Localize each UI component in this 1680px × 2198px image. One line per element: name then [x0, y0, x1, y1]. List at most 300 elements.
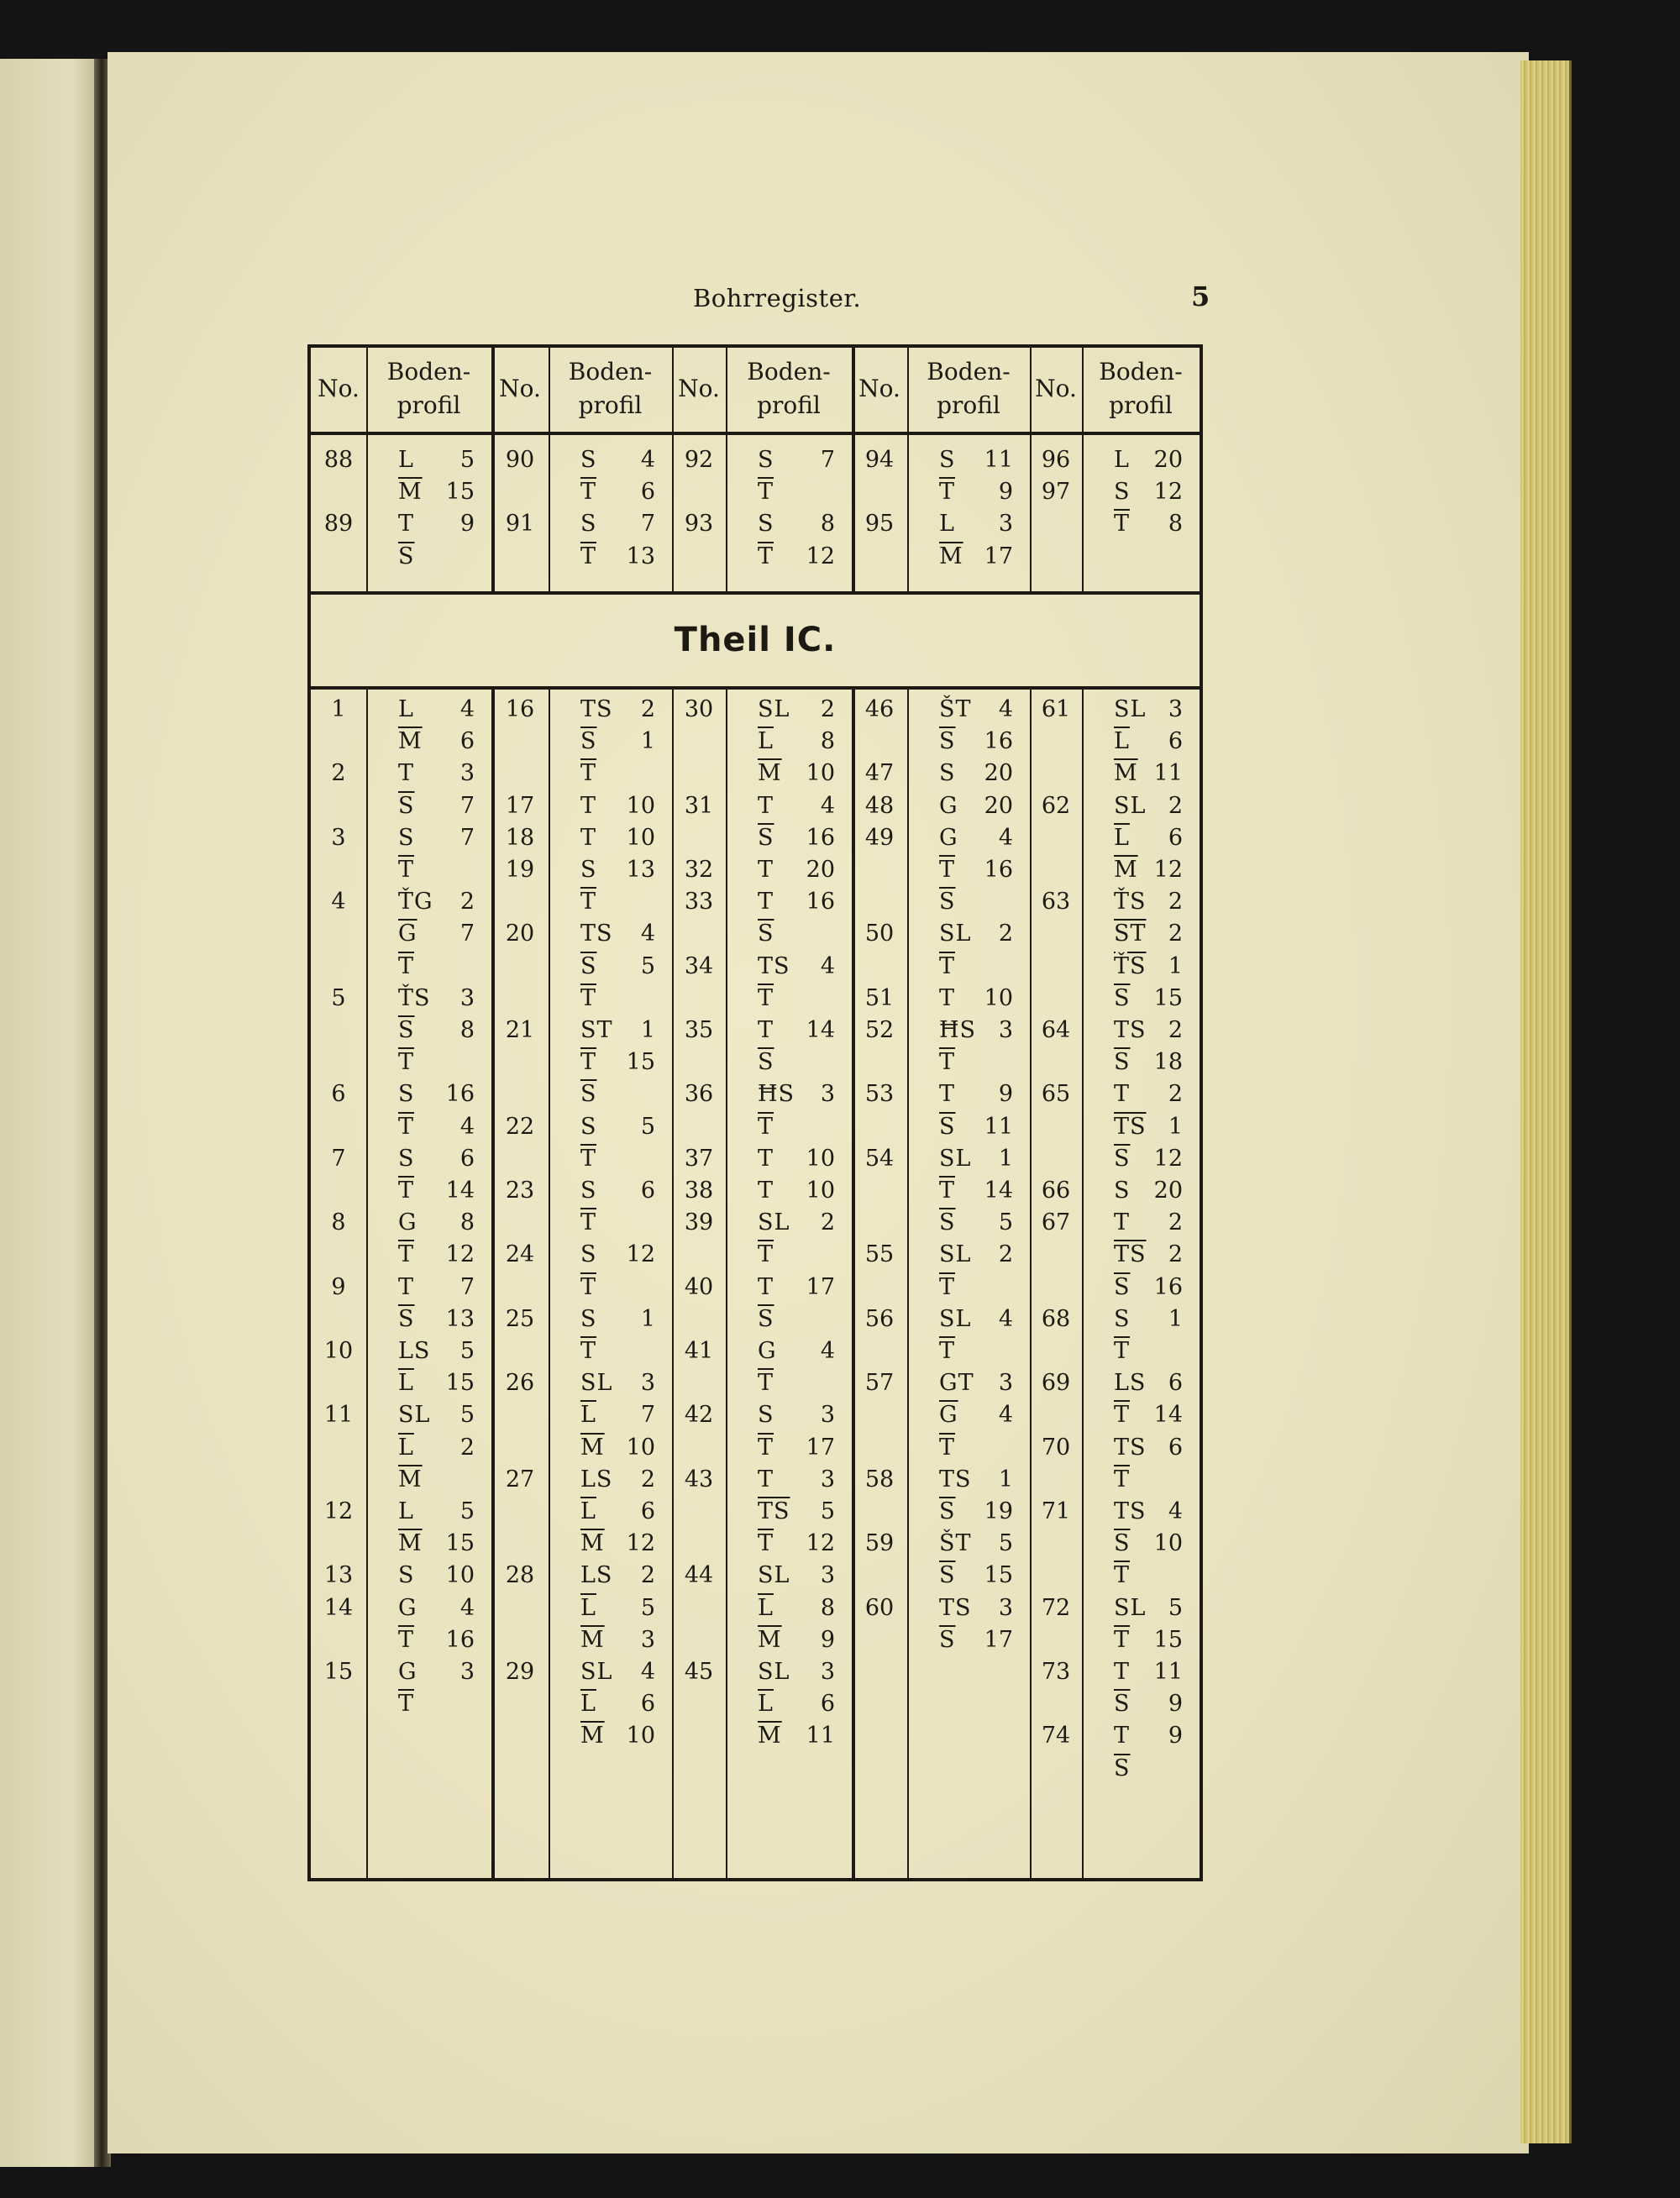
soil-layer-depth: 20 [1153, 447, 1183, 473]
soil-layer-code: $\overline{L}$ [398, 1434, 414, 1461]
soil-layer-code: $\overline{T}$ [580, 1049, 597, 1076]
soil-layer-depth: 3 [998, 511, 1013, 538]
soil-layer-depth: 4 [459, 1594, 475, 1621]
soil-layer-code: $\overline{L}$ [758, 728, 774, 755]
soil-layer-depth: 20 [1153, 1178, 1183, 1204]
soil-layer-depth: 3 [998, 1594, 1013, 1621]
soil-layer-depth: 11 [1153, 760, 1183, 787]
soil-layer-code: $\overline{T}$ [939, 952, 956, 979]
soil-layer-depth: 5 [640, 1113, 655, 1140]
soil-layer-code: S [580, 1113, 597, 1140]
soil-layer-depth: 8 [459, 1017, 475, 1043]
entry-no: 38 [684, 1178, 714, 1204]
soil-layer-depth: 5 [459, 1338, 475, 1364]
entry-no: 92 [684, 447, 714, 473]
entry-no: 46 [864, 696, 895, 722]
soil-layer-depth: 4 [998, 1305, 1013, 1332]
soil-layer-code: S [580, 857, 597, 883]
soil-layer-depth: 3 [1168, 696, 1183, 722]
soil-layer-depth: 6 [1168, 1370, 1183, 1397]
entry-no: 21 [505, 1017, 535, 1043]
entry-no: 88 [323, 447, 354, 473]
soil-layer-code: GT [939, 1370, 974, 1397]
page-number: 5 [1191, 281, 1210, 312]
running-head: Bohrregister. [693, 284, 862, 312]
entry-no: 16 [505, 696, 535, 722]
soil-layer-code: S [758, 447, 774, 473]
soil-layer-code: $\overline{T}$ [1114, 511, 1131, 538]
soil-layer-code: $\overline{T}$ [580, 1338, 597, 1364]
soil-layer-code: S [580, 1178, 597, 1204]
entry-no: 69 [1041, 1370, 1071, 1397]
soil-layer-code: T [758, 1145, 774, 1172]
soil-layer-code: $\overline{T}$ [398, 1241, 415, 1268]
soil-layer-depth: 15 [626, 1049, 655, 1076]
soil-layer-depth: 12 [626, 1241, 655, 1268]
soil-layer-code: $\overline{T}$ [398, 952, 415, 979]
soil-layer-depth: 15 [1153, 984, 1183, 1011]
header-boden: Boden- [1099, 358, 1183, 386]
soil-layer-code: T [758, 1466, 774, 1492]
soil-layer-code: $\overline{L}$ [580, 1594, 596, 1621]
entry-no: 67 [1041, 1209, 1071, 1236]
soil-layer-code: SL [939, 1145, 972, 1172]
soil-layer-code: $\overline{TS}$ [1114, 1241, 1147, 1268]
soil-layer-code: $\overline{S}$ [1114, 1049, 1131, 1076]
soil-layer-code: G [398, 1209, 417, 1236]
soil-layer-code: $\overline{T}$ [758, 1370, 774, 1397]
soil-layer-code: $\overline{L}$ [758, 1594, 774, 1621]
soil-layer-code: LS [580, 1466, 613, 1492]
soil-layer-depth: 10 [1153, 1530, 1183, 1557]
soil-layer-depth: 8 [1168, 511, 1183, 538]
soil-layer-code: $\overline{M}$ [398, 728, 423, 755]
soil-layer-depth: 2 [640, 1562, 655, 1589]
entry-no: 61 [1041, 696, 1071, 722]
column-rule [852, 686, 855, 1878]
soil-layer-depth: 2 [1168, 921, 1183, 947]
soil-layer-code: $\overline{S}$ [758, 921, 774, 947]
soil-layer-depth: 20 [984, 792, 1013, 819]
soil-layer-code: S [939, 447, 956, 473]
soil-layer-depth: 16 [445, 1081, 475, 1108]
soil-layer-depth: 6 [459, 728, 475, 755]
soil-layer-depth: 12 [1153, 857, 1183, 883]
entry-no: 18 [505, 824, 535, 851]
entry-no: 41 [684, 1338, 714, 1364]
soil-layer-depth: 9 [998, 1081, 1013, 1108]
soil-layer-code: $\overline{M}$ [398, 1466, 423, 1492]
soil-layer-code: T [758, 1273, 774, 1300]
soil-layer-depth: 11 [806, 1723, 835, 1749]
soil-layer-code: $\overline{S}$ [398, 1305, 415, 1332]
entry-no: 23 [505, 1178, 535, 1204]
soil-layer-code: $\overline{T}$ [939, 1178, 956, 1204]
soil-layer-depth: 1 [640, 728, 655, 755]
header-no: No. [499, 375, 541, 402]
header-profil: profil [396, 391, 461, 419]
soil-layer-code: $\overline{T}$ [758, 1434, 774, 1461]
soil-layer-depth: 17 [806, 1434, 835, 1461]
soil-layer-depth: 2 [820, 1209, 835, 1236]
entry-no: 91 [505, 511, 535, 538]
soil-layer-depth: 2 [1168, 1081, 1183, 1108]
soil-layer-depth: 12 [626, 1530, 655, 1557]
soil-layer-depth: 15 [1153, 1626, 1183, 1653]
soil-layer-code: $\overline{T}$ [580, 1273, 597, 1300]
soil-layer-code: $\overline{S}$ [939, 1209, 956, 1236]
soil-layer-depth: 14 [984, 1178, 1013, 1204]
entry-no: 20 [505, 921, 535, 947]
entry-no: 50 [864, 921, 895, 947]
soil-layer-depth: 12 [445, 1241, 475, 1268]
soil-layer-depth: 10 [806, 1178, 835, 1204]
header-boden: Boden- [927, 358, 1011, 386]
soil-layer-code: $\overline{T}$ [580, 543, 597, 569]
soil-layer-depth: 4 [998, 824, 1013, 851]
soil-layer-depth: 1 [640, 1305, 655, 1332]
entry-no: 34 [684, 952, 714, 979]
soil-layer-code: G [398, 1594, 417, 1621]
soil-layer-code: $\overline{M}$ [758, 1626, 782, 1653]
entry-no: 37 [684, 1145, 714, 1172]
header-bodenprofil [726, 348, 852, 430]
header-bodenprofil [1082, 348, 1200, 430]
soil-layer-depth: 9 [998, 479, 1013, 506]
soil-layer-code: $\overline{S}$ [398, 1017, 415, 1043]
soil-layer-depth: 2 [1168, 1017, 1183, 1043]
soil-layer-depth: 17 [806, 1273, 835, 1300]
soil-layer-depth: 12 [806, 1530, 835, 1557]
entry-no: 44 [684, 1562, 714, 1589]
soil-layer-code: $\overline{L}$ [580, 1498, 596, 1524]
header-rule [311, 432, 1200, 435]
entry-no: 30 [684, 696, 714, 722]
soil-layer-code: $\overline{T}$ [758, 1530, 774, 1557]
soil-layer-code: T [939, 1081, 956, 1108]
soil-layer-code: $\overline{T}$ [939, 1273, 956, 1300]
entry-no: 32 [684, 857, 714, 883]
soil-layer-code: $\overline{T}$ [939, 857, 956, 883]
entry-no: 58 [864, 1466, 895, 1492]
soil-layer-depth: 10 [626, 1723, 655, 1749]
column-rule [366, 686, 368, 1878]
soil-layer-code: T [758, 1178, 774, 1204]
soil-layer-code: S [1114, 479, 1131, 506]
soil-layer-code: $\overline{T}$ [398, 1113, 415, 1140]
soil-layer-code: S [1114, 1178, 1131, 1204]
soil-layer-code: TS [580, 921, 613, 947]
soil-layer-code: S [398, 824, 415, 851]
soil-layer-code: G [758, 1338, 777, 1364]
soil-layer-code: $\overline{S}$ [758, 1305, 774, 1332]
soil-layer-code: $\overline{S}$ [580, 1081, 597, 1108]
header-boden: Boden- [386, 358, 471, 386]
soil-layer-code: ĦS [939, 1017, 977, 1043]
column-rule [1082, 686, 1084, 1878]
entry-no: 60 [864, 1594, 895, 1621]
soil-layer-code: ŠT [939, 1530, 972, 1557]
soil-layer-code: G [939, 792, 958, 819]
soil-layer-code: S [758, 511, 774, 538]
soil-layer-code: $\overline{M}$ [398, 479, 423, 506]
soil-layer-depth: 5 [459, 1498, 475, 1524]
entry-no: 35 [684, 1017, 714, 1043]
soil-layer-depth: 4 [998, 696, 1013, 722]
soil-layer-depth: 2 [998, 1241, 1013, 1268]
entry-no: 89 [323, 511, 354, 538]
soil-layer-depth: 2 [1168, 889, 1183, 915]
soil-layer-depth: 13 [626, 857, 655, 883]
soil-layer-code: SL [939, 921, 972, 947]
soil-layer-depth: 3 [640, 1626, 655, 1653]
entry-no: 36 [684, 1081, 714, 1108]
entry-no: 43 [684, 1466, 714, 1492]
entry-no: 12 [323, 1498, 354, 1524]
soil-layer-code: TS [758, 952, 790, 979]
entry-no: 51 [864, 984, 895, 1011]
soil-layer-depth: 9 [1168, 1723, 1183, 1749]
entry-no: 22 [505, 1113, 535, 1140]
soil-layer-code: S [1114, 1305, 1131, 1332]
soil-layer-code: SL [758, 1209, 790, 1236]
soil-layer-depth: 4 [640, 447, 655, 473]
entry-no: 62 [1041, 792, 1071, 819]
soil-layer-code: $\overline{S}$ [939, 728, 956, 755]
soil-layer-code: $\overline{S}$ [939, 1562, 956, 1589]
soil-layer-depth: 16 [1153, 1273, 1183, 1300]
soil-layer-code: T [939, 984, 956, 1011]
soil-layer-code: $\overline{S}$ [758, 1049, 774, 1076]
entry-no: 10 [323, 1338, 354, 1364]
soil-layer-code: TS [1114, 1017, 1147, 1043]
column-rule [726, 686, 727, 1878]
soil-layer-code: TS [1114, 1434, 1147, 1461]
soil-layer-code: $\overline{TS}$ [758, 1498, 790, 1524]
soil-layer-depth: 4 [820, 952, 835, 979]
entry-no: 19 [505, 857, 535, 883]
soil-layer-depth: 17 [984, 1626, 1013, 1653]
soil-layer-code: S [939, 760, 956, 787]
soil-layer-code: $\overline{M}$ [758, 1723, 782, 1749]
soil-layer-depth: 4 [640, 921, 655, 947]
soil-layer-code: T [758, 1017, 774, 1043]
entry-no: 66 [1041, 1178, 1071, 1204]
soil-layer-code: T [398, 1273, 415, 1300]
entry-no: 2 [331, 760, 346, 787]
soil-layer-depth: 9 [820, 1626, 835, 1653]
left-page-edge [0, 59, 102, 2167]
soil-layer-code: T [580, 824, 597, 851]
entry-no: 48 [864, 792, 895, 819]
soil-layer-depth: 2 [1168, 1209, 1183, 1236]
soil-layer-depth: 2 [998, 921, 1013, 947]
soil-layer-code: $\overline{S}$ [580, 728, 597, 755]
column-rule [549, 686, 550, 1878]
soil-layer-depth: 12 [806, 543, 835, 569]
soil-layer-code: $\overline{T}$ [580, 760, 597, 787]
soil-layer-depth: 19 [984, 1498, 1013, 1524]
soil-layer-code: $\overline{T}$ [939, 1434, 956, 1461]
entry-no: 11 [323, 1402, 354, 1429]
soil-layer-code: LS [580, 1562, 613, 1589]
soil-layer-depth: 1 [640, 1017, 655, 1043]
soil-layer-code: G [398, 1659, 417, 1685]
column-rule [1030, 686, 1032, 1878]
soil-layer-code: ST [580, 1017, 613, 1043]
entry-no: 59 [864, 1530, 895, 1557]
soil-layer-depth: 10 [806, 760, 835, 787]
soil-layer-code: $\overline{S}$ [1114, 1691, 1131, 1718]
soil-layer-code: $\overline{ŤS}$ [1114, 952, 1147, 979]
soil-layer-code: $\overline{ST}$ [1114, 921, 1147, 947]
soil-layer-depth: 10 [445, 1562, 475, 1589]
soil-layer-depth: 5 [820, 1498, 835, 1524]
header-profil: profil [578, 391, 643, 419]
soil-layer-depth: 6 [640, 1498, 655, 1524]
soil-layer-depth: 1 [1168, 1113, 1183, 1140]
entry-no: 25 [505, 1305, 535, 1332]
entry-no: 68 [1041, 1305, 1071, 1332]
entry-no: 90 [505, 447, 535, 473]
soil-layer-depth: 3 [820, 1466, 835, 1492]
entry-no: 28 [505, 1562, 535, 1589]
soil-layer-depth: 4 [640, 1659, 655, 1685]
section-title: Theil IC. [674, 621, 837, 659]
soil-layer-depth: 6 [1168, 728, 1183, 755]
page-edges [1520, 60, 1572, 2143]
soil-layer-depth: 4 [459, 1113, 475, 1140]
soil-layer-depth: 10 [626, 824, 655, 851]
entry-no: 4 [331, 889, 346, 915]
entry-no: 53 [864, 1081, 895, 1108]
soil-layer-depth: 11 [984, 447, 1013, 473]
soil-layer-depth: 6 [1168, 824, 1183, 851]
soil-layer-depth: 7 [459, 824, 475, 851]
soil-layer-depth: 7 [820, 447, 835, 473]
soil-layer-code: SL [398, 1402, 431, 1429]
soil-layer-code: S [398, 1081, 415, 1108]
soil-layer-code: $\overline{M}$ [939, 543, 963, 569]
soil-layer-depth: 5 [1168, 1594, 1183, 1621]
soil-layer-depth: 6 [640, 1178, 655, 1204]
soil-layer-depth: 2 [1168, 1241, 1183, 1268]
soil-layer-depth: 3 [459, 1659, 475, 1685]
entry-no: 45 [684, 1659, 714, 1685]
soil-layer-depth: 1 [998, 1466, 1013, 1492]
soil-layer-code: S [398, 1562, 415, 1589]
soil-layer-code: $\overline{S}$ [1114, 1145, 1131, 1172]
soil-layer-code: $\overline{L}$ [398, 1370, 414, 1397]
soil-layer-code: $\overline{S}$ [1114, 984, 1131, 1011]
header-profil: profil [937, 391, 1000, 419]
soil-layer-depth: 16 [984, 728, 1013, 755]
soil-layer-code: SL [1114, 1594, 1147, 1621]
soil-layer-code: SL [580, 1370, 613, 1397]
soil-layer-code: $\overline{S}$ [939, 1498, 956, 1524]
soil-layer-depth: 9 [1168, 1691, 1183, 1718]
soil-layer-code: $\overline{S}$ [398, 792, 415, 819]
soil-layer-depth: 6 [1168, 1434, 1183, 1461]
entry-no: 3 [331, 824, 346, 851]
entry-no: 8 [331, 1209, 346, 1236]
soil-layer-code: T [398, 511, 415, 538]
soil-layer-depth: 3 [820, 1402, 835, 1429]
section-rule [311, 686, 1200, 690]
soil-layer-code: $\overline{T}$ [1114, 1402, 1131, 1429]
soil-layer-depth: 3 [998, 1370, 1013, 1397]
entry-no: 42 [684, 1402, 714, 1429]
soil-layer-depth: 2 [640, 1466, 655, 1492]
soil-layer-code: SL [580, 1659, 613, 1685]
soil-layer-depth: 3 [820, 1562, 835, 1589]
entry-no: 74 [1041, 1723, 1071, 1749]
soil-layer-code: $\overline{S}$ [1114, 1755, 1131, 1781]
soil-layer-depth: 4 [459, 696, 475, 722]
soil-layer-code: SL [939, 1241, 972, 1268]
soil-layer-depth: 17 [984, 543, 1013, 569]
entry-no: 40 [684, 1273, 714, 1300]
soil-layer-code: TS [939, 1466, 972, 1492]
soil-layer-depth: 6 [459, 1145, 475, 1172]
soil-layer-code: T [758, 857, 774, 883]
soil-layer-depth: 15 [445, 1370, 475, 1397]
header-no: No. [1035, 375, 1077, 402]
soil-layer-depth: 20 [984, 760, 1013, 787]
soil-layer-code: T [580, 792, 597, 819]
entry-no: 65 [1041, 1081, 1071, 1108]
soil-layer-code: $\overline{S}$ [398, 543, 415, 569]
soil-layer-code: SL [758, 1562, 790, 1589]
soil-layer-depth: 5 [640, 1594, 655, 1621]
header-profil: profil [757, 391, 821, 419]
soil-layer-depth: 3 [459, 984, 475, 1011]
soil-layer-depth: 1 [998, 1145, 1013, 1172]
soil-layer-depth: 16 [445, 1626, 475, 1653]
soil-layer-code: G [939, 824, 958, 851]
soil-layer-code: $\overline{S}$ [758, 824, 774, 851]
soil-layer-depth: 8 [820, 511, 835, 538]
entry-no: 5 [331, 984, 346, 1011]
soil-layer-code: $\overline{T}$ [398, 1049, 415, 1076]
soil-layer-code: S [580, 1241, 597, 1268]
soil-layer-code: ŤS [1114, 889, 1147, 915]
soil-layer-code: $\overline{T}$ [758, 543, 774, 569]
soil-layer-depth: 2 [1168, 792, 1183, 819]
entry-no: 52 [864, 1017, 895, 1043]
entry-no: 33 [684, 889, 714, 915]
soil-layer-depth: 15 [984, 1562, 1013, 1589]
soil-layer-code: S [580, 511, 597, 538]
soil-layer-depth: 13 [445, 1305, 475, 1332]
soil-layer-code: L [398, 696, 414, 722]
soil-layer-depth: 11 [1153, 1659, 1183, 1685]
soil-layer-depth: 10 [626, 1434, 655, 1461]
soil-layer-code: SL [939, 1305, 972, 1332]
soil-layer-code: $\overline{T}$ [939, 479, 956, 506]
soil-layer-depth: 4 [998, 1402, 1013, 1429]
entry-no: 73 [1041, 1659, 1071, 1685]
entry-no: 64 [1041, 1017, 1071, 1043]
soil-layer-depth: 8 [459, 1209, 475, 1236]
soil-layer-code: S [580, 1305, 597, 1332]
entry-no: 70 [1041, 1434, 1071, 1461]
soil-layer-depth: 12 [1153, 1145, 1183, 1172]
soil-layer-code: $\overline{M}$ [580, 1434, 605, 1461]
soil-layer-code: S [580, 447, 597, 473]
soil-layer-code: $\overline{T}$ [1114, 1338, 1131, 1364]
entry-no: 29 [505, 1659, 535, 1685]
